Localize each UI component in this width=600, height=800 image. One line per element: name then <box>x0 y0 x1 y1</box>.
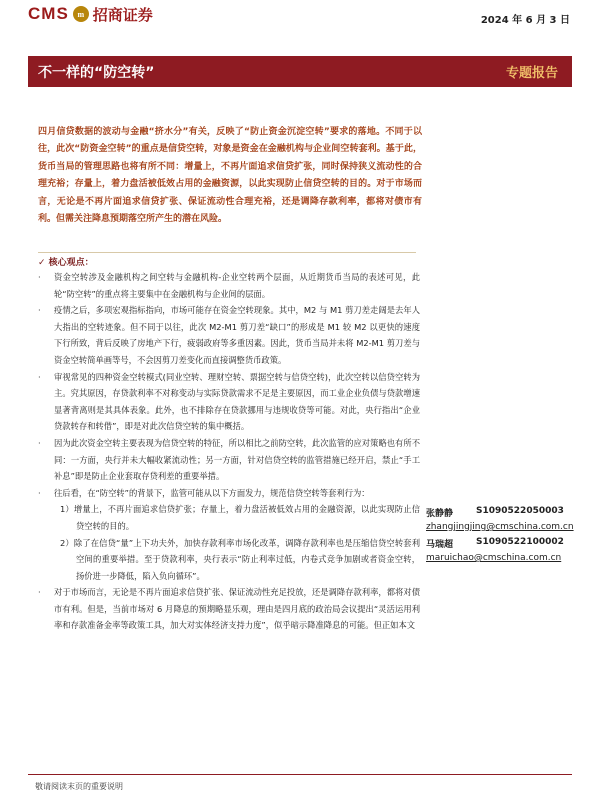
analyst-name: 马瑞超 <box>426 540 454 550</box>
sub-point-item: 1）增量上，不再片面追求信贷扩张；存量上，着力盘活被低效占用的金融资源，以此实现防止信贷空转的目的。 <box>60 504 420 531</box>
logo-cms-text: CMS <box>28 4 69 23</box>
logo-company-name: 招商证券 <box>92 5 153 24</box>
title-bar <box>28 56 572 87</box>
analyst-name: 张静静 <box>426 509 454 519</box>
bullet-icon: · <box>38 437 41 448</box>
sub-point-item: 2）除了在信贷“量”上下功夫外，加快存款利率市场化改革，调降存款利率也是压缩信贷空转套利空间的重要举措。至于贷款利率，央行表示“防止利率过低，内卷式竞争加剧或者资金空转，扬价进一步降低，陷入负向循环”。 <box>60 537 420 581</box>
key-point-text: 审视常见的四种资金空转模式(同业空转、理财空转、票据空转与信贷空转)，此次空转以信贷空转为主。究其原因，存贷款利率不对称变动与实际贷款需求不足是主要原因，而工业企业负债与贷款增速显著背离则是其具体表象。此外，也不排除存在贷款挪用与违规收贷等可能。对此，央行指出“企业贷款转存和转借”，即是对此次信贷空转的集中概括。 <box>54 371 420 432</box>
logo-seal-icon: m <box>73 6 89 22</box>
key-point-text: 资金空转涉及金融机构之间空转与金融机构-企业空转两个层面，从近期货币当局的表述可见，此轮“防空转”的重点将主要集中在金融机构与企业间的层面。 <box>54 272 420 299</box>
key-points-body <box>36 269 420 634</box>
analyst-cert-id: S1090522050003 <box>476 506 564 516</box>
key-point-item <box>36 485 420 502</box>
key-point-text: 往后看，在“防空转”的背景下，监管可能从以下方面发力，规范信贷空转等套利行为： <box>54 487 370 498</box>
footer-note: 敬请阅读末页的重要说明 <box>35 782 123 791</box>
key-point-item <box>36 269 420 302</box>
key-point-item <box>36 584 420 634</box>
report-date: 2024 年 6 月 3 日 <box>480 15 570 26</box>
analyst-cert-id: S1090522100002 <box>476 537 564 547</box>
bullet-icon: · <box>38 272 41 282</box>
report-title: 不一样的“防空转” <box>38 64 155 81</box>
key-point-item <box>36 369 420 435</box>
summary-paragraph: 四月信贷数据的波动与金融“挤水分”有关，反映了“防止资金沉淀空转”要求的落地。不同于以往，此次“防资金空转”的重点是信贷空转，对象是资金在金融机构与企业间空转套利。基于此，货币当局的管理思路也将有所不同：增量上，不再片面追求信贷扩张，同时保持狭义流动性的合理充裕；存量上，着力盘活被低效占用的金融资源，以此实现防止信贷空转的目的。对于市场而言，无论是不再片面追求信贷扩张、保证流动性合理充裕，还是调降存款利率，都将对债市有利。但需关注降息预期落空所产生的潜在风险。 <box>38 127 422 225</box>
key-point-item <box>36 435 420 485</box>
footer-divider <box>28 774 572 775</box>
bullet-icon: · <box>38 487 41 498</box>
key-point-text: 疫情之后，多项宏观指标指向，市场可能存在资金空转现象。其中，M2 与 M1 剪刀差走阔是去年人大指出的空转迹象。但不同于以往，此次 M2-M1 剪刀差“缺口”的形成是 M1 较 M2 以更快的速度下行所致，背后反映了房地产下行，疲弱政府等多重因素。因此，货币当局并未将 M2-M1 剪刀差与资金空转简单画等号，不会因剪刀差变化而直接调整货币政策。 <box>54 305 420 365</box>
company-logo <box>28 2 153 26</box>
analyst-block <box>426 537 564 563</box>
analyst-email-link[interactable]: maruichao@cmschina.com.cn <box>426 553 562 563</box>
analyst-email-link[interactable]: zhangjingjing@cmschina.com.cn <box>426 522 574 532</box>
bullet-icon: · <box>38 371 41 382</box>
key-point-text: 对于市场而言，无论是不再片面追求信贷扩张、保证流动性充足投放，还是调降存款利率，都将对债市有利。但是，当前市场对 6 月降息的预期略显乐观，理由是四月底的政治局会议提出“灵活运用利率和存款准备金率等政策工具，加大对实体经济支持力度”，似乎暗示降准降息的可能。但正如本文 <box>54 587 420 631</box>
report-type: 专题报告 <box>505 66 558 81</box>
divider <box>38 252 416 253</box>
key-points-heading: ✓ 核心观点： <box>38 258 94 268</box>
analyst-block <box>426 506 574 532</box>
bullet-icon: · <box>38 587 41 598</box>
bullet-icon: · <box>38 305 41 316</box>
key-point-item <box>36 302 420 368</box>
key-point-text: 因为此次资金空转主要表现为信贷空转的特征，所以相比之前防空转，此次监管的应对策略也有所不同：一方面，央行并未大幅收紧流动性；另一方面，针对信贷空转的监管措施已经开启，禁止“手工补息”即是防止企业套取存贷利差的重要举措。 <box>54 437 420 482</box>
